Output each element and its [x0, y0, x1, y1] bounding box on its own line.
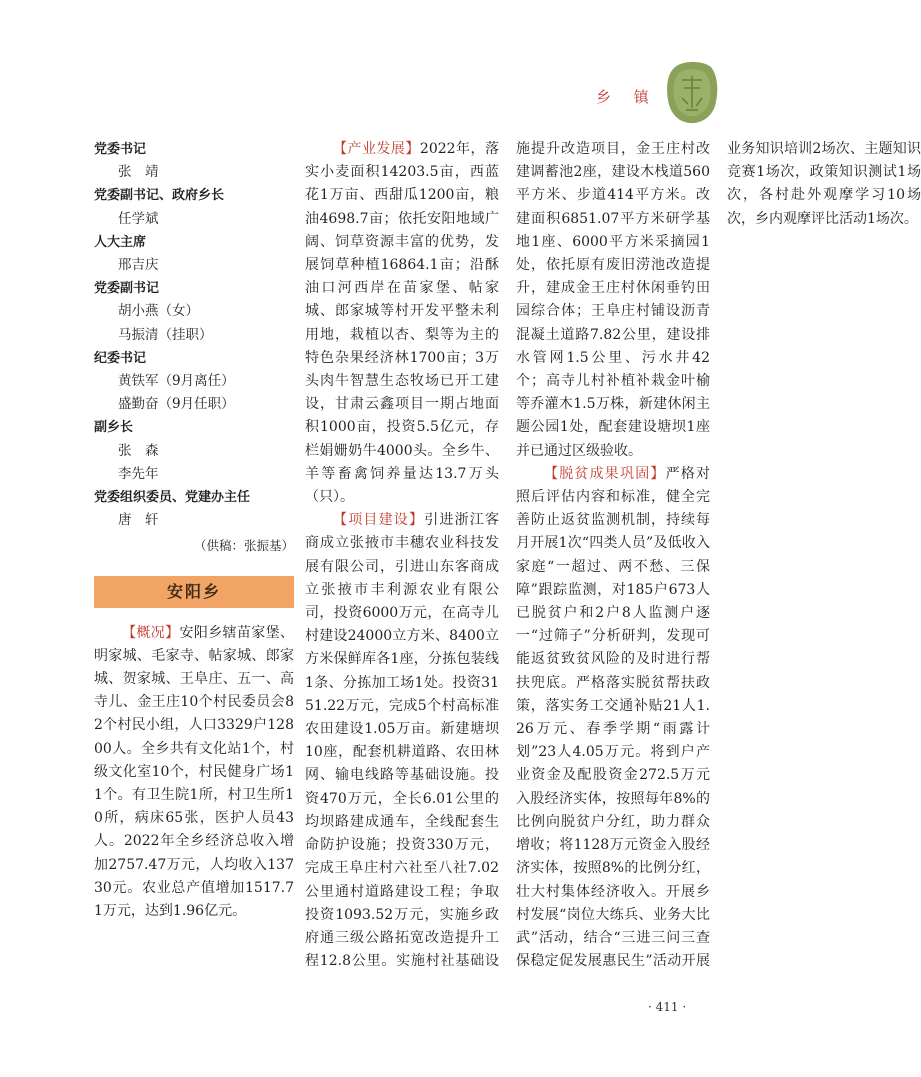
roster-name: 张 森 [118, 442, 159, 459]
section-title: 安阳乡 [94, 576, 294, 608]
paragraph-heading: 【产业发展】 [333, 141, 420, 157]
article-paragraph [94, 622, 294, 924]
seal-icon [664, 58, 720, 126]
paragraph-text: 2022年，落实小麦面积14203.5亩，西蓝花1万亩、西甜瓜1200亩，粮油4698.7亩；依托安阳地域广阔、饲草资源丰富的优势，发展饲草种植16864.1亩；沿酥油口河西岸在苗家堡、帖家城、郎家城等村开发平整未利用地，栽植以杏、梨等为主的特色杂果经济林1700亩；3万头肉牛智慧生态牧场已开工建设，甘肃云鑫项目一期占地面积1000亩，投资5.5亿元，存栏娟姗奶牛4000头。全乡牛、羊等畜禽饲养量达13.7万头（只）。 [305, 141, 499, 506]
roster-name: 邢吉庆 [118, 257, 159, 274]
paragraph-heading: 【脱贫成果巩固】 [544, 465, 666, 482]
article-body-flow [305, 138, 921, 990]
roster-role: 党委组织委员、党建办主任 [94, 490, 251, 506]
paragraph-text: 引进浙江客商成立张掖市丰穗农业科技发展有限公司，引进山东客商成立张掖市丰利源农业有限公司，投资6000万元，在高寺儿村建设24000立方米、8400立方米保鲜库各1座，分拣包装线1条、分拣加工场1处。投资3151.22万元，完成5个村高标准农田建设1.05万亩。新建塘坝10座，配套机耕道路、农田林网、输电线路等基础设施。投资470万元，全长6.01公里的均坝路建成通车，全线配套生命防护设施；投资330万元，完成王阜庄村六社至八社7.02公里通村道路建设工程；争取投资1093.52万元，实施乡政府通三级公路拓宽改造提升工程12.8公里。实施村社基础设施提升改造项目，金王庄村改建调蓄池2座，建设木栈道560平方米、步道414平方米。改建面积6851.07平方米研学基地1座、6000平方米采摘园1处，依托原有废旧涝池改造提升，建成金王庄村休闲垂钓田园综合体；王阜庄村铺设沥青混凝土道路7.82公里，建设排水管网1.5公里、污水井42个；高寺儿村补植补栽金叶榆等乔灌木1.5万株，新建休闲主题公园1处，配套建设塘坝1座并已通过区级验收。 [305, 141, 710, 970]
roster-role: 党委副书记、政府乡长 [94, 188, 225, 204]
roster-name: 马振清（挂职） [118, 326, 213, 343]
section-header-label: 乡 镇 [596, 88, 658, 106]
roster-name: 盛勤奋（9月任职） [118, 396, 235, 413]
roster-role: 副乡长 [94, 420, 134, 436]
paragraph-heading: 【项目建设】 [333, 512, 425, 529]
column-left [94, 138, 294, 923]
contributor-credit: （供稿：张振基） [193, 538, 294, 554]
roster-role: 党委副书记 [94, 281, 160, 297]
roster-role: 人大主席 [94, 234, 147, 250]
paragraph-text: 安阳乡辖苗家堡、明家城、毛家寺、帖家城、郎家城、贺家城、王阜庄、五一、高寺儿、金王庄10个村民委员会82个村民小组，人口3329户12800人。全乡共有文化站1个，村级文化室10个，村民健身广场11个。有卫生院1所，村卫生所10所，病床65张，医护人员43人。2022年全乡经济总收入增加2757.47万元，人均收入13730元。农业总产值增加1517.71万元，达到1.96亿元。 [94, 624, 295, 920]
roster-role: 纪委书记 [94, 350, 147, 366]
roster-name: 黄铁军（9月离任） [118, 373, 235, 390]
roster-name: 唐 轩 [118, 512, 159, 529]
paragraph-heading: 【概况】 [122, 624, 180, 641]
roster-role: 党委书记 [94, 142, 147, 157]
roster-name: 胡小燕（女） [118, 303, 199, 320]
paragraph-text: 严格对照后评估内容和标准，健全完善防止返贫监测机制，持续每月开展1次“四类人员”及低收入家庭“一超过、两不愁、三保障”跟踪监测，对185户673人已脱贫户和2户8人监测户逐一“过筛子”分析研判，发现可能返贫致贫风险的及时进行帮扶兜底。严格落实脱贫帮扶政策，落实务工交通补贴21人1.26万元、春季学期“雨露计划”23人4.05万元。将到户产业资金及配股资金272.5万元入股经济实体，按照每年8%的比例向脱贫户分红，助力群众增收；将1128万元资金入股经济实体，按照8%的比例分红，壮大村集体经济收入。开展乡村发展“岗位大练兵、业务大比武”活动，结合“三进三问三查保稳定促发展惠民生”活动开展业务知识培训2场次、主题知识竞赛1场次，政策知识测试1场次，各村赴外观摩学习10场次，乡内观摩评比活动1场次。 [516, 141, 921, 970]
leadership-roster [94, 138, 294, 532]
roster-name: 任学斌 [118, 210, 159, 227]
roster-name: 李先年 [118, 465, 159, 482]
page-number: · 411 · [648, 1000, 687, 1014]
article-paragraph [305, 138, 499, 509]
roster-name: 张 靖 [118, 164, 159, 181]
